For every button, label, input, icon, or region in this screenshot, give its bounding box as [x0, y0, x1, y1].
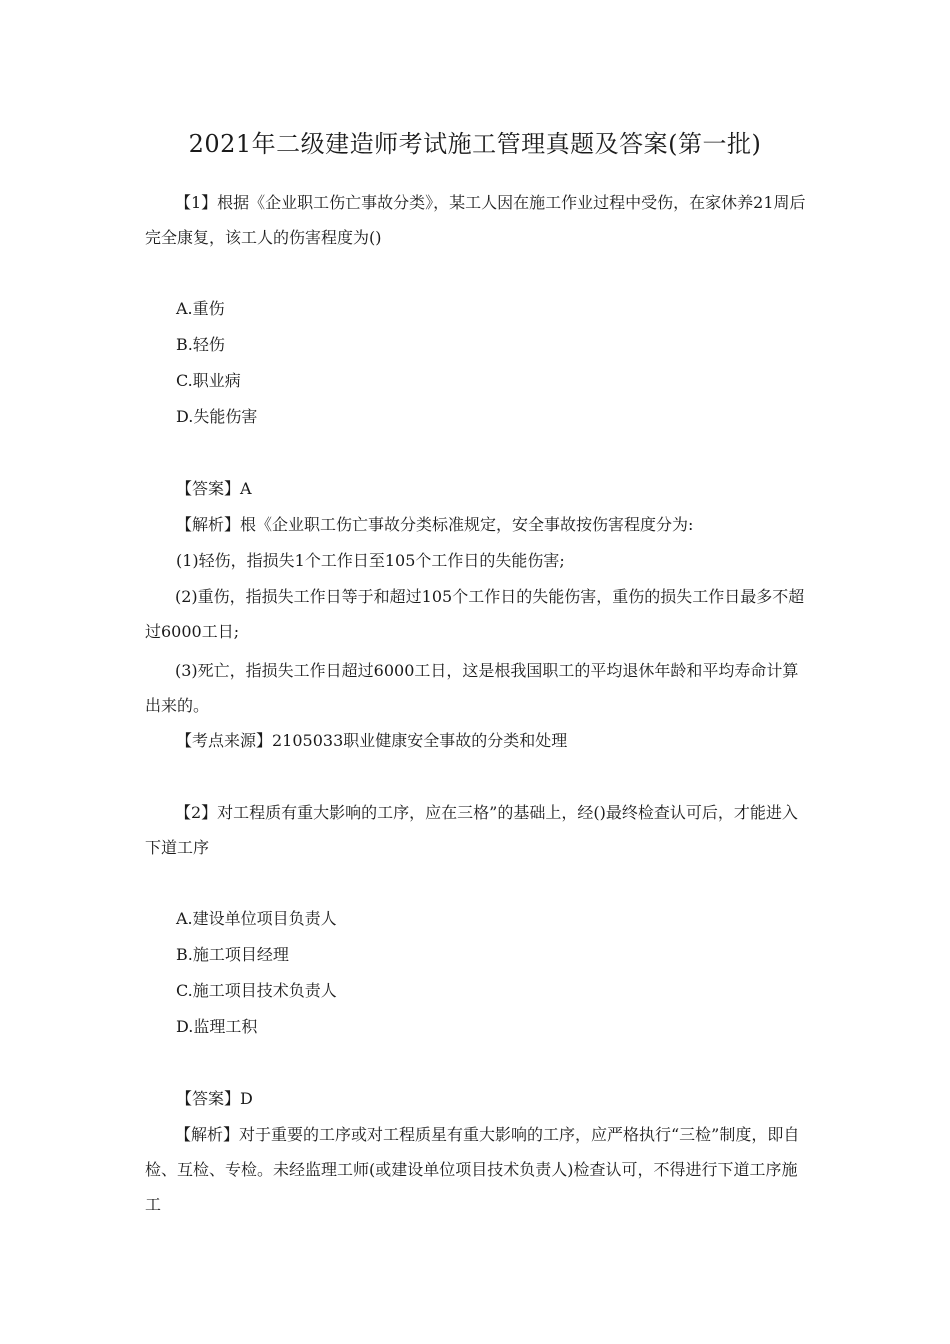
page-title: 2021年二级建造师考试施工管理真题及答案(第一批) — [188, 130, 762, 158]
question-2-option-c: C.施工项目技术负责人 — [176, 981, 337, 1000]
question-1-option-b: B.轻伤 — [176, 335, 225, 354]
question-1-analysis-point-2: (2)重伤，指损失工作日等于和超过105个工作日的失能伤害，重伤的损失工作日最多不超过6000工日; — [145, 587, 805, 641]
question-2-analysis: 【解析】对于重要的工序或对工程质星有重大影响的工序，应严格执行“三检”制度，即自检、互检、专检。未经监理工师(或建设单位项目技术负责人)检查认可，不得进行下道工序施工 — [145, 1125, 800, 1214]
question-2-answer: 【答案】D — [176, 1089, 253, 1108]
question-1-option-c: C.职业病 — [176, 371, 241, 390]
question-1-analysis-point-1: (1)轻伤，指损失1个工作日至105个工作日的失能伤害; — [176, 551, 565, 570]
question-2-option-b: B.施工项目经理 — [176, 945, 289, 964]
question-1-option-a: A.重伤 — [176, 299, 225, 318]
question-1-stem: 【1】根据《企业职工伤亡事故分类》，某工人因在施工作业过程中受伤，在家休养21周后完全康复，该工人的伤害程度为() — [145, 193, 806, 247]
question-2-option-a: A.建设单位项目负责人 — [176, 909, 337, 928]
question-1-answer: 【答案】A — [176, 479, 252, 498]
question-1-option-d: D.失能伤害 — [176, 407, 258, 426]
question-1-analysis-point-3: (3)死亡，指损失工作日超过6000工日，这是根我国职工的平均退休年龄和平均寿命计算出来的。 — [145, 661, 799, 715]
question-1-analysis: 【解析】根《企业职工伤亡事故分类标准规定，安全事故按伤害程度分为: — [176, 515, 694, 534]
question-1-source: 【考点来源】2105033职业健康安全事故的分类和处理 — [176, 731, 568, 750]
question-2-stem: 【2】对工程质有重大影响的工序，应在三格”的基础上，经()最终检查认可后，才能进入下道工序 — [145, 803, 798, 857]
question-2-option-d: D.监理工积 — [176, 1017, 258, 1036]
